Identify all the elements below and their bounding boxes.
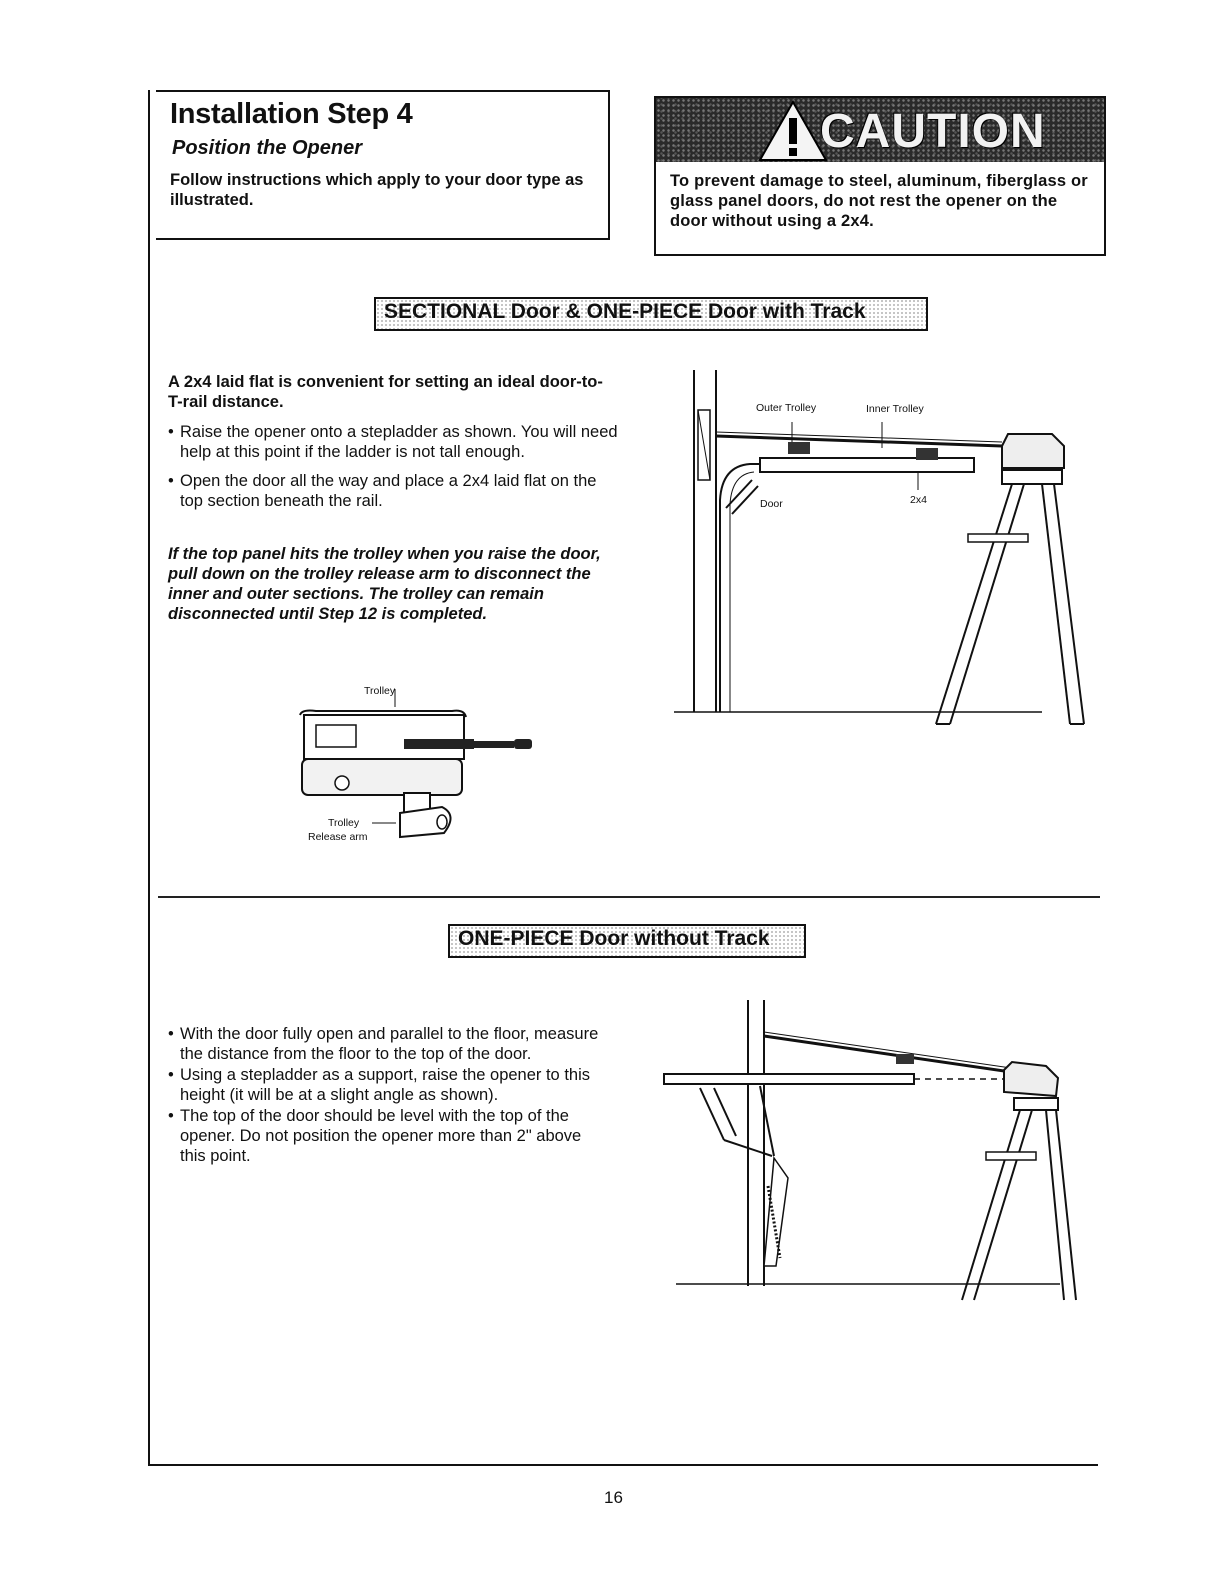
list-item: • Using a stepladder as a support, raise the opener to this height (it will be at a slight angle as shown). [168, 1065, 608, 1105]
section2-bullets [168, 1024, 608, 1167]
list-item: • The top of the door should be level with the top of the opener. Do not position the opener more than 2" above this point. [168, 1106, 608, 1166]
sectional-door-figure [672, 368, 1112, 738]
caution-word: CAUTION [820, 105, 1046, 158]
trolley-arm-label: Trolley [328, 817, 360, 829]
step-subtitle: Position the Opener [172, 137, 363, 159]
section-header-sectional: SECTIONAL Door & ONE-PIECE Door with Track [374, 297, 928, 331]
door-label: Door [760, 498, 783, 510]
step-title: Installation Step 4 [170, 98, 413, 130]
page-number: 16 [604, 1488, 623, 1507]
sectional-door-illustration [672, 368, 1112, 738]
list-item: • Raise the opener onto a stepladder as shown. You will need help at this point if the ladder is not tall enough. [168, 422, 618, 462]
warning-triangle-icon [758, 100, 828, 162]
caution-text: To prevent damage to steel, aluminum, fiberglass or glass panel doors, do not rest the opener on the door without using a 2x4. [670, 172, 1088, 230]
section-divider [158, 896, 1100, 898]
trolley-release-note: If the top panel hits the trolley when you raise the door, pull down on the trolley release arm to disconnect the inner and outer sections. The trolley can remain disconnected until Step 12 is completed. [168, 545, 601, 623]
one-piece-door-figure [660, 996, 1090, 1306]
step-instructions: Follow instructions which apply to your door type as illustrated. [170, 171, 584, 209]
section-header-one-piece: ONE-PIECE Door without Track [448, 924, 806, 958]
release-arm-label: Release arm [308, 831, 368, 843]
one-piece-door-illustration [660, 996, 1090, 1306]
section1-lead: A 2x4 laid flat is convenient for setting an ideal door-to-T-rail distance. [168, 373, 603, 411]
trolley-illustration [292, 685, 542, 855]
page-frame-bottom [148, 1464, 1098, 1466]
section1-bullets [168, 422, 618, 520]
board-label: 2x4 [910, 494, 927, 506]
trolley-figure [292, 685, 542, 855]
outer-trolley-label: Outer Trolley [756, 402, 817, 414]
inner-trolley-label: Inner Trolley [866, 403, 924, 415]
trolley-label: Trolley [364, 685, 396, 697]
list-item: • Open the door all the way and place a 2x4 laid flat on the top section beneath the rail. [168, 471, 618, 511]
page-frame-left [148, 90, 150, 1466]
list-item: • With the door fully open and parallel to the floor, measure the distance from the floor to the top of the door. [168, 1024, 608, 1064]
